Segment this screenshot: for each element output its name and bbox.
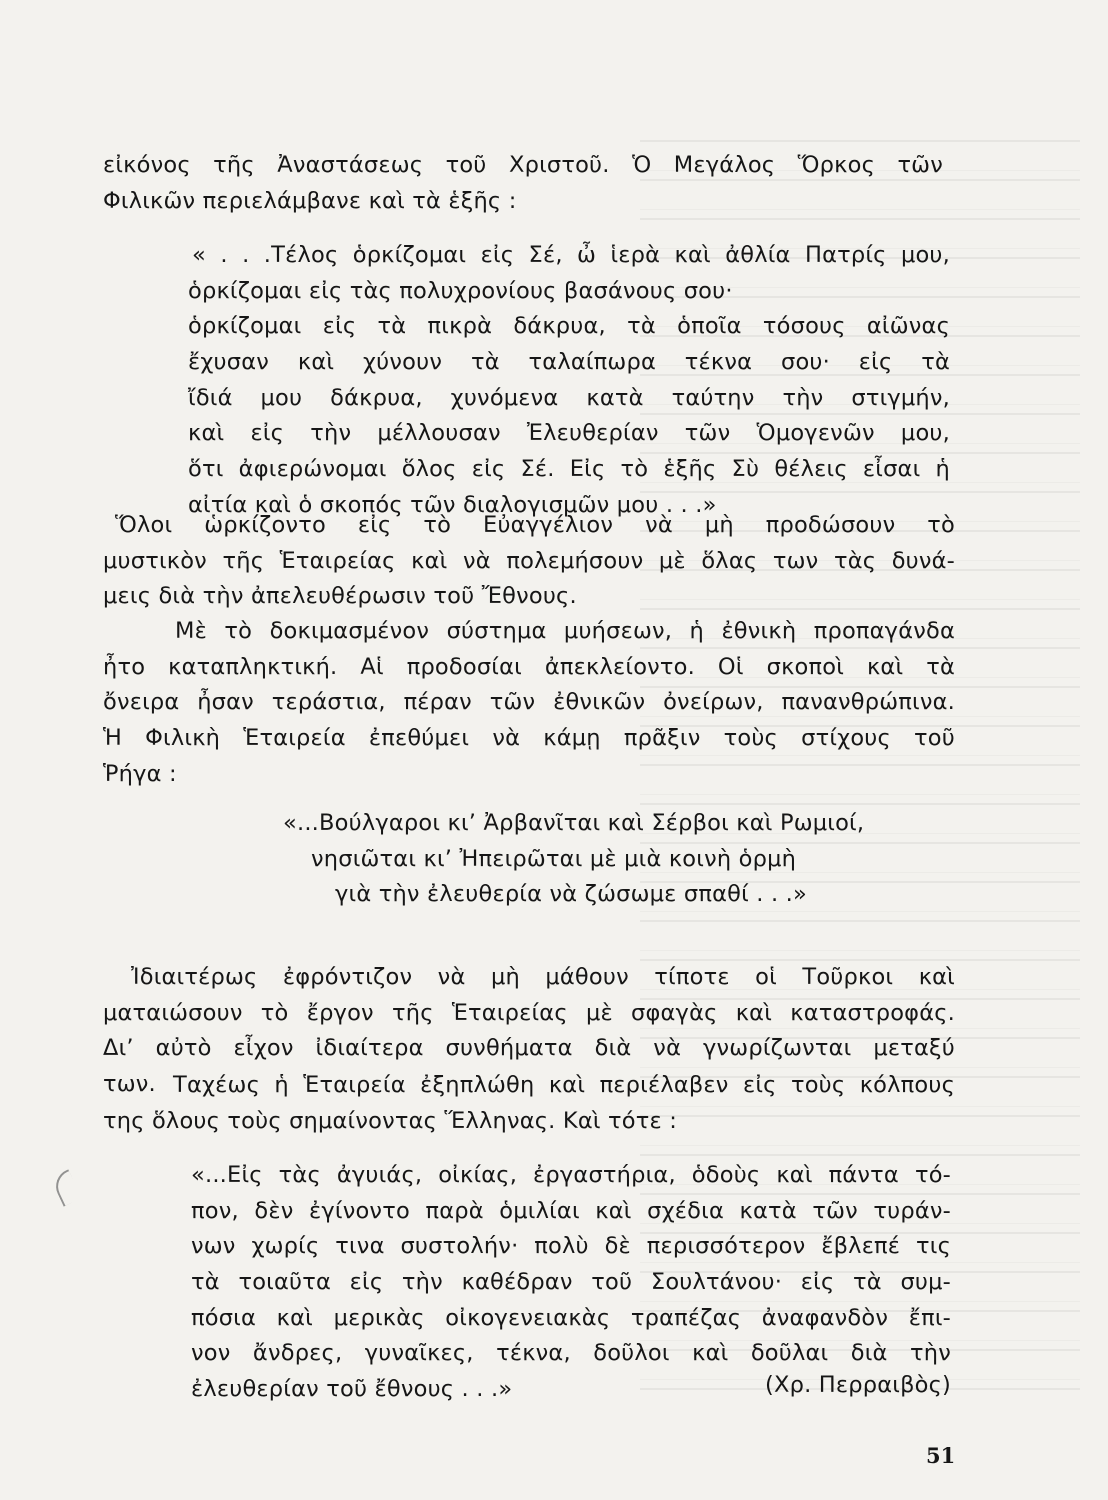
paragraph-propaganda: [103, 614, 955, 792]
paragraph-spread: [103, 1068, 955, 1139]
rigas-verse: [283, 806, 963, 913]
text-line: Ἡ Φιλικὴ Ἑταιρεία ἐπεθύμει νὰ κάμῃ πρᾶξιν τοὺς στίχους τοῦ: [103, 725, 955, 752]
text-line: ματαιώσουν τὸ ἔργον τῆς Ἑταιρείας μὲ σφαγὰς καὶ καταστροφάς.: [103, 999, 955, 1026]
quote-line: τὰ τοιαῦτα εἰς τὴν καθέδραν τοῦ Σουλτάνου· εἰς τὰ συμ-: [191, 1269, 951, 1296]
attribution: [711, 1368, 951, 1404]
quote-line: πόσια καὶ μερικὰς οἰκογενειακὰς τραπέζας ἀναφανδὸν ἔπι-: [191, 1304, 951, 1331]
quote-line: νων χωρίς τινα συστολήν· πολὺ δὲ περισσότερον ἔβλεπέ τις: [191, 1233, 951, 1260]
text-line: εἰκόνος τῆς Ἀναστάσεως τοῦ Χριστοῦ. Ὁ Μεγάλος Ὅρκος τῶν: [103, 152, 943, 178]
text-line: της ὅλους τοὺς σημαίνοντας Ἕλληνας. Καὶ τότε :: [103, 1107, 677, 1134]
quote-line: ἐλευθερίαν τοῦ ἔθνους . . .»: [191, 1376, 513, 1403]
text-line: μυστικὸν τῆς Ἑταιρείας καὶ νὰ πολεμήσουν μὲ ὅλας των τὰς δυνά-: [103, 547, 955, 574]
verse-line: γιὰ τὴν ἐλευθερία νὰ ζώσωμε σπαθί . . .»: [335, 881, 807, 908]
quote-line: πον, δὲν ἐγίνοντο παρὰ ὁμιλίαι καὶ σχέδια κατὰ τῶν τυράν-: [191, 1197, 951, 1224]
quote-line: « . . .Τέλος ὁρκίζομαι εἰς Σέ, ὦ ἱερὰ καὶ ἀθλία Πατρίς μου,: [192, 242, 950, 268]
text-line: Ῥήγα :: [103, 760, 177, 787]
paragraph-intro: [103, 148, 943, 219]
quote-line: αἰτία καὶ ὁ σκοπός τῶν διαλογισμῶν μου . . .»: [188, 491, 717, 518]
text-line: Φιλικῶν περιελάμβανε καὶ τὰ ἑξῆς :: [103, 187, 517, 214]
text-line: Ταχέως ἡ Ἑταιρεία ἐξηπλώθη καὶ περιέλαβεν εἰς τοὺς κόλπους: [173, 1072, 955, 1098]
verse-line: «...Βούλγαροι κι’ Ἀρβανῖται καὶ Σέρβοι καὶ Ρωμιοί,: [283, 810, 865, 836]
quote-line: ἴδιά μου δάκρυα, χυνόμενα κατὰ ταύτην τὴν στιγμήν,: [188, 384, 950, 411]
oath-quote: [188, 238, 950, 524]
text-line: Μὲ τὸ δοκιμασμένον σύστημα μυήσεων, ἡ ἐθνικὴ προπαγάνδα: [175, 618, 955, 644]
page-number: 51: [926, 1443, 956, 1468]
text-line: ἦτο καταπληκτική. Αἱ προδοσίαι ἀπεκλείοντο. Οἱ σκοποὶ καὶ τὰ: [103, 653, 955, 680]
margin-pencil-mark: [50, 1169, 82, 1206]
text-line: μεις διὰ τὴν ἀπελευθέρωσιν τοῦ Ἔθνους.: [103, 583, 577, 610]
verse-line: νησιῶται κι’ Ἠπειρῶται μὲ μιὰ κοινὴ ὁρμὴ: [311, 845, 797, 872]
quote-line: «...Εἰς τὰς ἀγυιάς, οἰκίας, ἐργαστήρια, ὁδοὺς καὶ πάντα τό-: [191, 1162, 951, 1188]
text-line: Ὅλοι ὡρκίζοντο εἰς τὸ Εὐαγγέλιον νὰ μὴ προδώσουν τὸ: [115, 512, 955, 538]
quote-line: ὁρκίζομαι εἰς τὰ πικρὰ δάκρυα, τὰ ὁποῖα τόσους αἰῶνας: [188, 313, 950, 340]
quote-line: ὅτι ἀφιερώνομαι ὅλος εἰς Σέ. Εἰς τὸ ἑξῆς Σὺ θέλεις εἶσαι ἡ: [188, 456, 950, 483]
quote-line: καὶ εἰς τὴν μέλλουσαν Ἐλευθερίαν τῶν Ὁμογενῶν μου,: [188, 420, 950, 447]
quote-line: ἔχυσαν καὶ χύνουν τὰ ταλαίπωρα τέκνα σου· εἰς τὰ: [188, 349, 950, 376]
quote-line: ὁρκίζομαι εἰς τὰς πολυχρονίους βασάνους σου·: [188, 277, 733, 304]
quote-line: νον ἄνδρες, γυναῖκες, τέκνα, δοῦλοι καὶ δοῦλαι διὰ τὴν: [191, 1340, 951, 1367]
text-line: των.: [103, 1071, 156, 1098]
text-line: Ἰδιαιτέρως ἐφρόντιζον νὰ μὴ μάθουν τίποτε οἱ Τοῦρκοι καὶ: [131, 964, 955, 990]
attribution-text: (Χρ. Περραιβὸς): [765, 1372, 951, 1398]
paragraph-oath-gospel: [103, 508, 955, 615]
text-line: Δι’ αὐτὸ εἶχον ἰδιαίτερα συνθήματα διὰ νὰ γνωρίζωνται μεταξύ: [103, 1035, 955, 1062]
text-line: ὄνειρα ἦσαν τεράστια, πέραν τῶν ἐθνικῶν ὀνείρων, πανανθρώπινα.: [103, 689, 955, 716]
